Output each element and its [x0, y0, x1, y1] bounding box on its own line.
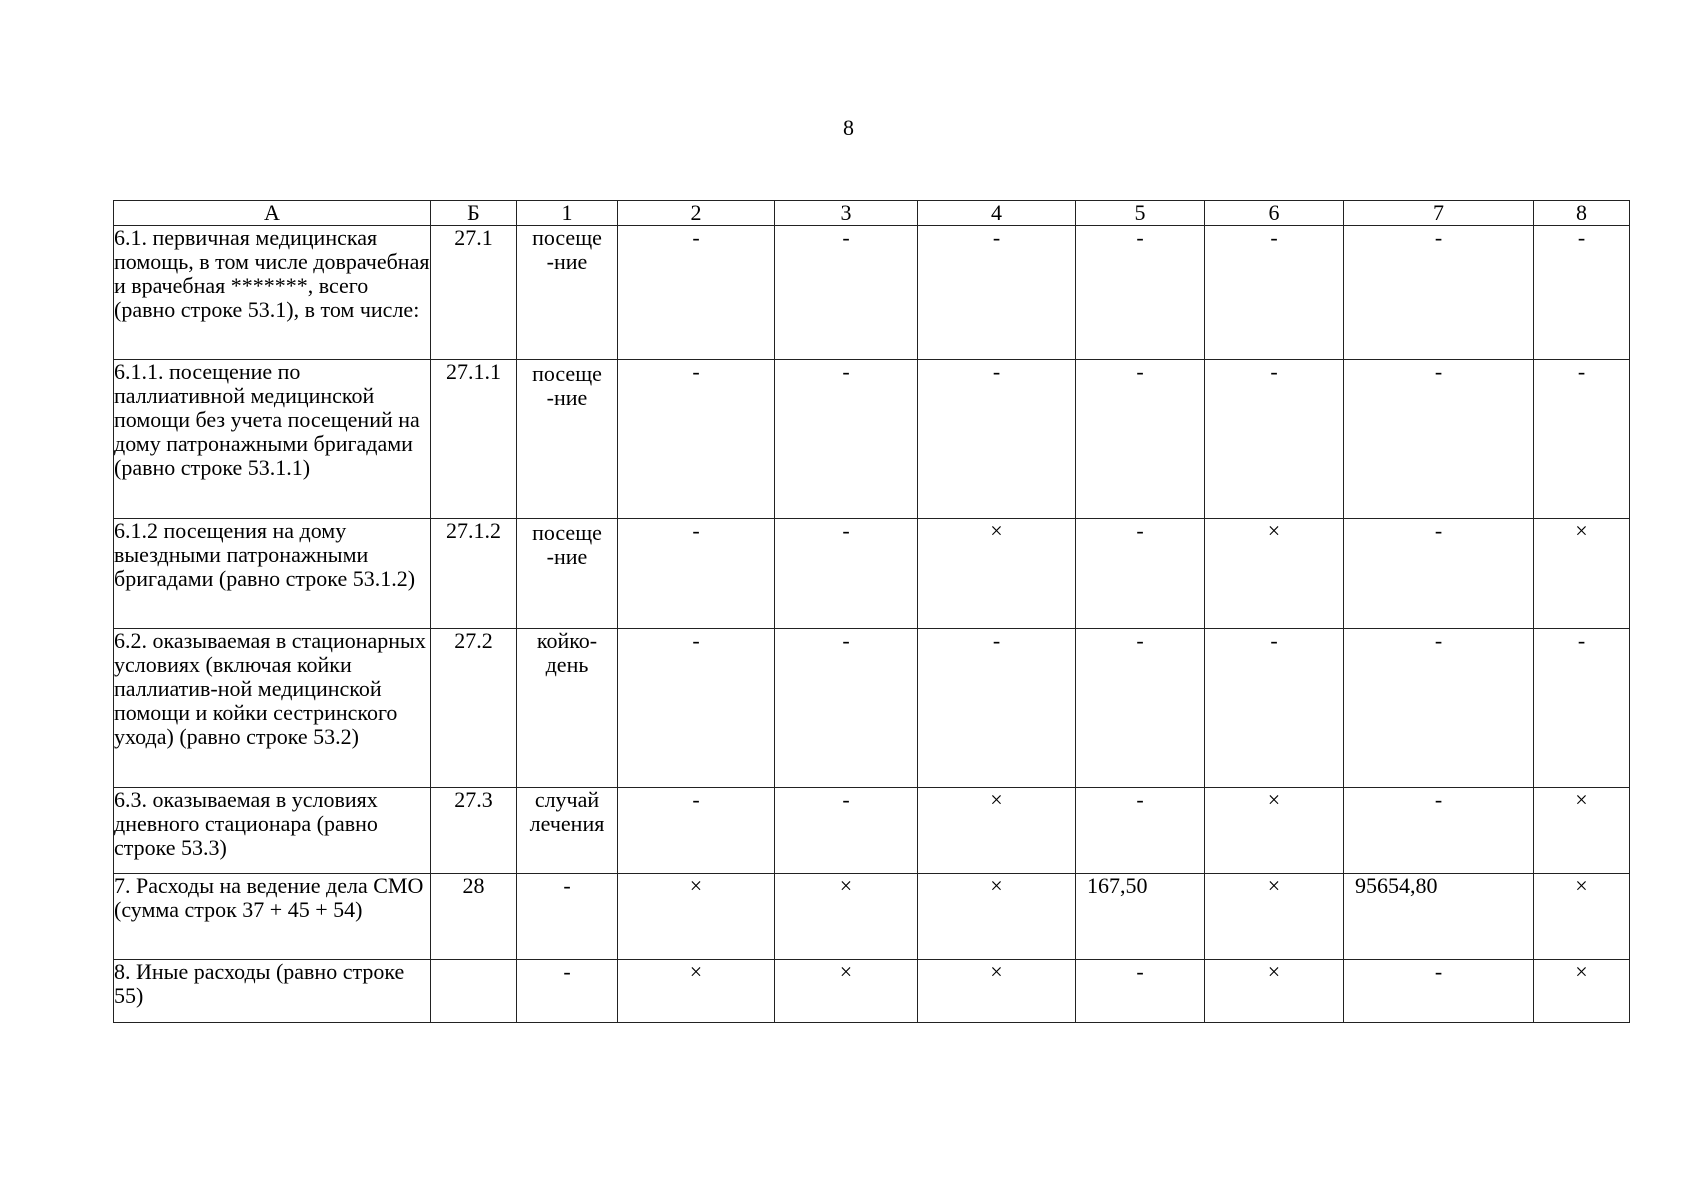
table-row	[114, 629, 1630, 788]
row-code: 28	[431, 874, 517, 960]
row-value: ×	[1205, 788, 1344, 874]
column-header: Б	[431, 201, 517, 226]
table-row	[114, 960, 1630, 1023]
row-value: -	[775, 788, 918, 874]
column-header: 6	[1205, 201, 1344, 226]
row-value: ×	[918, 519, 1076, 629]
row-value: ×	[1205, 874, 1344, 960]
row-value: -	[618, 629, 775, 788]
row-value: -	[618, 226, 775, 360]
row-unit: посеще -ние	[517, 226, 618, 360]
row-value: -	[1076, 788, 1205, 874]
row-value: -	[918, 360, 1076, 519]
row-value: -	[1076, 519, 1205, 629]
column-header: 4	[918, 201, 1076, 226]
row-name: 6.1.1. посещение по паллиативной медицинской помощи без учета посещений на дому патронажными бригадами (равно строке 53.1.1)	[114, 360, 431, 519]
row-unit: случай лечения	[517, 788, 618, 874]
report-table	[113, 200, 1630, 1023]
row-value: -	[1534, 226, 1630, 360]
row-unit: койко- день	[517, 629, 618, 788]
row-value: -	[1534, 629, 1630, 788]
row-value: ×	[1534, 960, 1630, 1023]
row-value: -	[1344, 960, 1534, 1023]
row-unit: -	[517, 874, 618, 960]
header-row	[114, 201, 1630, 226]
row-value: -	[1076, 226, 1205, 360]
row-value: ×	[775, 874, 918, 960]
row-value: -	[1076, 960, 1205, 1023]
table-row	[114, 874, 1630, 960]
row-value: ×	[618, 874, 775, 960]
row-code	[431, 960, 517, 1023]
row-value: ×	[1534, 788, 1630, 874]
row-value: -	[1344, 629, 1534, 788]
row-value: ×	[775, 960, 918, 1023]
row-value: ×	[1534, 519, 1630, 629]
table-row	[114, 788, 1630, 874]
row-value: -	[618, 519, 775, 629]
row-code: 27.1.1	[431, 360, 517, 519]
table-row	[114, 519, 1630, 629]
row-value: -	[618, 360, 775, 519]
row-code: 27.1.2	[431, 519, 517, 629]
row-code: 27.3	[431, 788, 517, 874]
row-value: -	[1076, 360, 1205, 519]
row-value: ×	[918, 960, 1076, 1023]
row-name: 6.1.2 посещения на дому выездными патронажными бригадами (равно строке 53.1.2)	[114, 519, 431, 629]
row-value: 167,50	[1076, 874, 1205, 960]
table-row	[114, 226, 1630, 360]
row-name: 6.1. первичная медицинская помощь, в том числе доврачебная и врачебная *******, всего (равно строке 53.1), в том числе:	[114, 226, 431, 360]
page-number: 8	[843, 115, 854, 140]
row-value: ×	[918, 874, 1076, 960]
row-name: 8. Иные расходы (равно строке 55)	[114, 960, 431, 1023]
row-value: -	[1205, 226, 1344, 360]
column-header: А	[114, 201, 431, 226]
row-code: 27.1	[431, 226, 517, 360]
row-value: -	[1344, 519, 1534, 629]
row-value: -	[775, 519, 918, 629]
row-value: ×	[1205, 960, 1344, 1023]
column-header: 2	[618, 201, 775, 226]
row-value: -	[1534, 360, 1630, 519]
row-unit: посеще -ние	[517, 519, 618, 629]
row-value: -	[775, 226, 918, 360]
row-value: ×	[1205, 519, 1344, 629]
row-value: -	[1205, 360, 1344, 519]
column-header: 7	[1344, 201, 1534, 226]
row-name: 6.3. оказываемая в условиях дневного стационара (равно строке 53.3)	[114, 788, 431, 874]
row-value: -	[618, 788, 775, 874]
row-unit: посеще -ние	[517, 360, 618, 519]
table-row	[114, 360, 1630, 519]
row-value: -	[775, 629, 918, 788]
row-name: 7. Расходы на ведение дела СМО (сумма строк 37 + 45 + 54)	[114, 874, 431, 960]
row-value: -	[918, 226, 1076, 360]
row-value: -	[1344, 788, 1534, 874]
row-unit: -	[517, 960, 618, 1023]
row-name: 6.2. оказываемая в стационарных условиях (включая койки паллиатив-ной медицинской помощи и койки сестринского ухода) (равно строке 53.2)	[114, 629, 431, 788]
row-code: 27.2	[431, 629, 517, 788]
column-header: 1	[517, 201, 618, 226]
row-value: -	[918, 629, 1076, 788]
row-value: 95654,80	[1344, 874, 1534, 960]
row-value: -	[1344, 226, 1534, 360]
row-value: -	[1205, 629, 1344, 788]
row-value: -	[775, 360, 918, 519]
column-header: 3	[775, 201, 918, 226]
column-header: 5	[1076, 201, 1205, 226]
row-value: ×	[918, 788, 1076, 874]
row-value: -	[1344, 360, 1534, 519]
row-value: ×	[618, 960, 775, 1023]
row-value: ×	[1534, 874, 1630, 960]
column-header: 8	[1534, 201, 1630, 226]
row-value: -	[1076, 629, 1205, 788]
